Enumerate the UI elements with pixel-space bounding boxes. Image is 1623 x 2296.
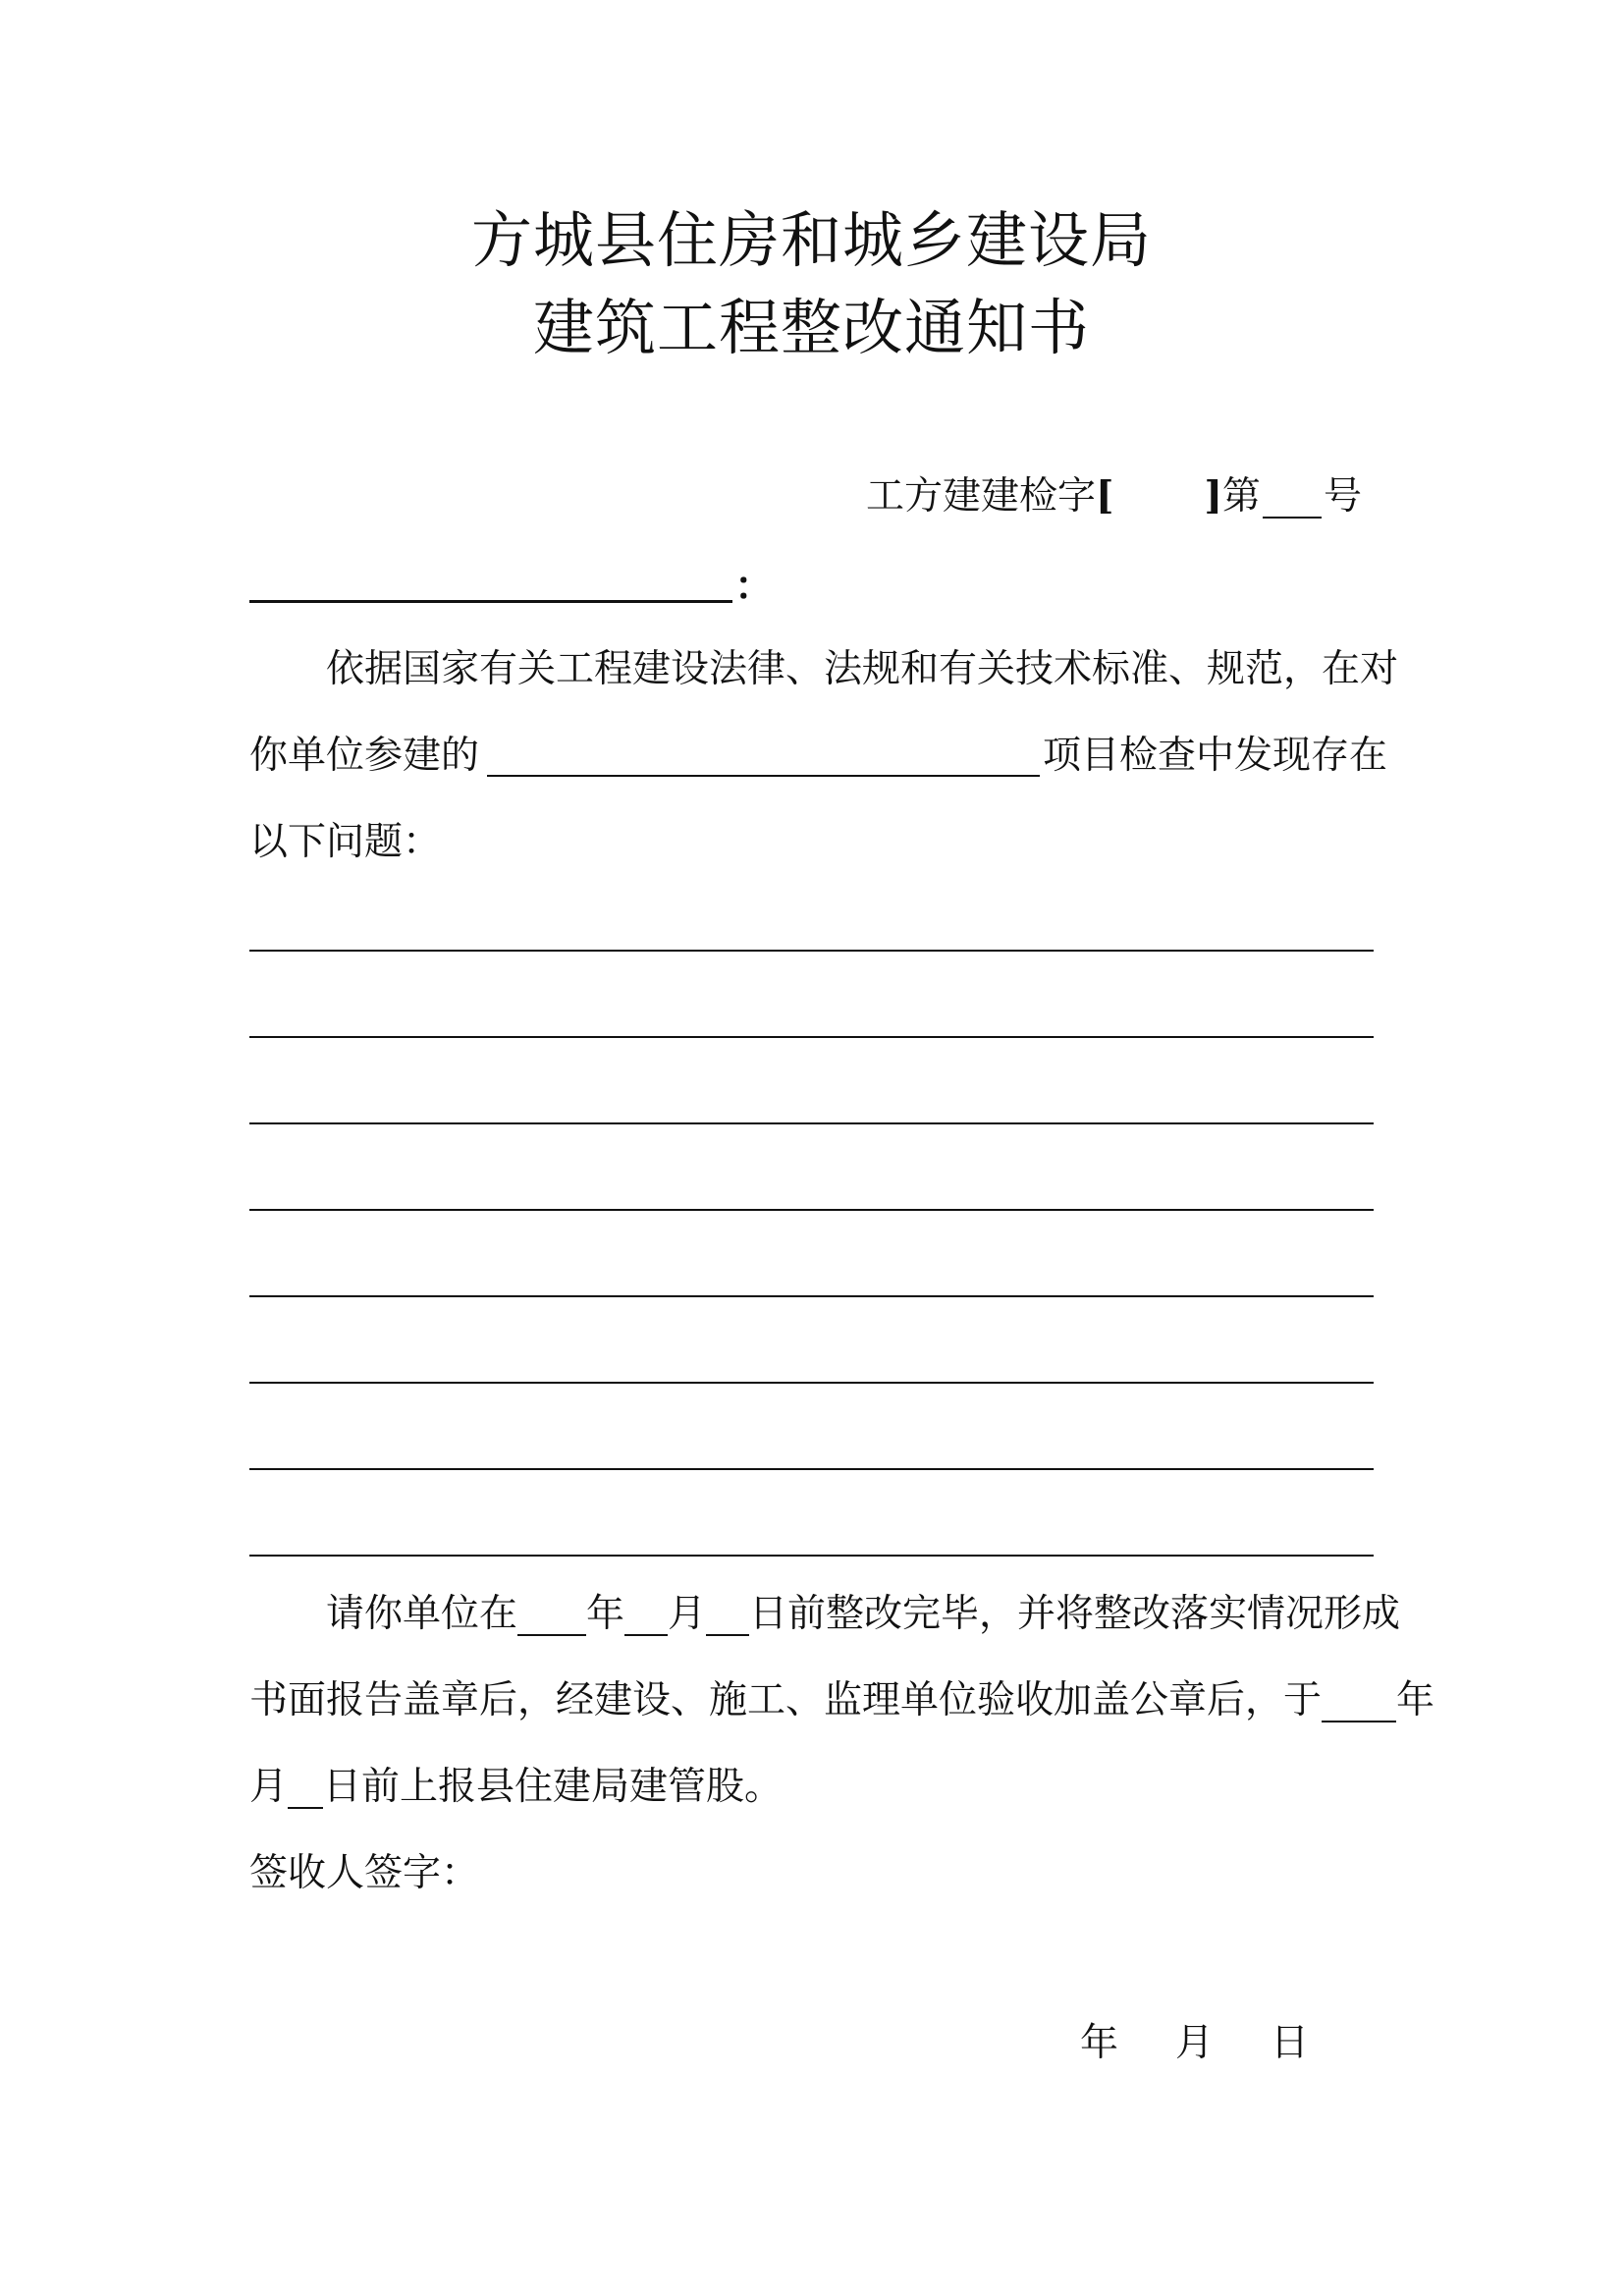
date-year: 年: [1080, 2021, 1119, 2065]
report-year-label: 年: [1396, 1678, 1435, 1722]
deadline-intro: 请你单位在: [326, 1592, 518, 1636]
paragraph1-line3: 以下问题：: [249, 820, 442, 864]
paragraph1-line2-before: 你单位参建的: [249, 734, 480, 778]
problem-line: [249, 1295, 1374, 1297]
date-month: 月: [1175, 2021, 1215, 2065]
doc-number-bracket-open: [: [1096, 473, 1114, 519]
deadline-year-label: 年: [586, 1592, 625, 1636]
document-title-line2: 建筑工程整改通知书: [532, 292, 1090, 363]
doc-number-blank: [1263, 483, 1322, 519]
deadline-day-blank: [706, 1599, 749, 1636]
paragraph1-line1: 依据国家有关工程建设法律、法规和有关技术标准、规范，在对: [326, 647, 1399, 691]
report-month-label: 月: [249, 1765, 289, 1809]
document-number: [866, 474, 1362, 519]
problem-line: [249, 1468, 1374, 1470]
date-day: 日: [1271, 2021, 1310, 2065]
recipient-blank-line: [249, 600, 732, 603]
deadline-month-blank: [624, 1599, 668, 1636]
deadline-year-blank: [517, 1599, 586, 1636]
paragraph2-line2: [249, 1679, 1434, 1722]
problem-line: [249, 1209, 1374, 1211]
report-rest: 日前上报县住建局建管股。: [323, 1765, 784, 1809]
document-title-line1: 方城县住房和城乡建设局: [470, 204, 1152, 276]
project-name-blank: [487, 775, 1040, 777]
doc-number-hao: 号: [1323, 474, 1362, 519]
problem-line: [249, 1036, 1374, 1038]
paragraph2-line1: [326, 1593, 1400, 1636]
report-year-blank: [1322, 1685, 1396, 1722]
report-text: 书面报告盖章后，经建设、施工、监理单位验收加盖公章后，于: [249, 1678, 1323, 1722]
problem-line: [249, 950, 1374, 952]
doc-number-bracket-close: ]: [1204, 473, 1222, 519]
paragraph1-line2-after: 项目检查中发现存在: [1043, 734, 1388, 778]
doc-number-prefix: 工方建建检字: [866, 474, 1097, 519]
doc-number-di: 第: [1221, 474, 1261, 519]
paragraph2-line3: [249, 1766, 783, 1809]
deadline-rest: 日前整改完毕，并将整改落实情况形成: [749, 1592, 1401, 1636]
signature-date: [1080, 2022, 1309, 2065]
report-day-blank: [288, 1772, 323, 1809]
problem-line: [249, 1122, 1374, 1124]
recipient-colon: ：: [734, 563, 774, 609]
deadline-month-label: 月: [668, 1592, 707, 1636]
problem-line: [249, 1382, 1374, 1384]
problem-line: [249, 1555, 1374, 1557]
signer-label: 签收人签字：: [249, 1851, 480, 1895]
